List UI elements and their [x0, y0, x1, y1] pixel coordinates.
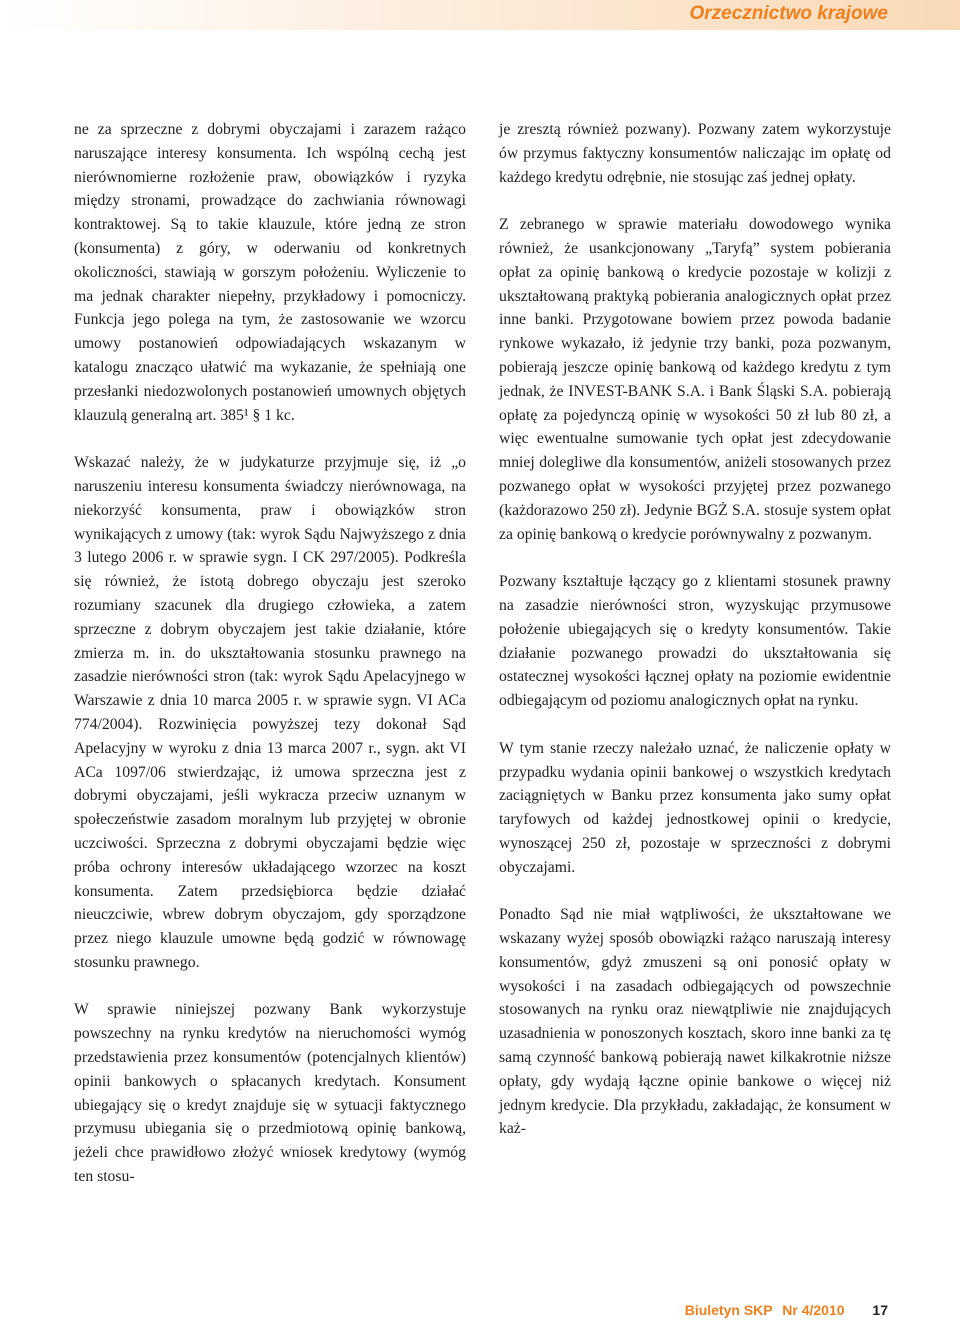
journal-name: Biuletyn SKP	[684, 1302, 773, 1318]
paragraph: Z zebranego w sprawie materiału dowodowego wynika również, że usankcjonowany „Taryfą” system pobierania opłat za opinię bankową o kredycie pozostaje w kolizji z ukształtowaną praktyką pobierania analogicznych opłat przez inne banki. Przygotowane bowiem przez powoda badanie rynkowe wykazało, iż jedynie trzy banki, poza pozwanym, pobierają jeszcze opinię bankową od każdego kredytu z tym jednak, że INVEST-BANK S.A. i Bank Śląski S.A. pobierają opłatę za pojedynczą opinię w wysokości 50 zł lub 80 zł, a więc ewentualne sumowanie tych opłat jest zdecydowanie mniej dolegliwe dla konsumentów, aniżeli stosowanych przez pozwanego opłat w wysokości przyjętej przez pozwanego (każdorazowo 250 zł). Jedynie BGŻ S.A. stosuje system opłat za opinię bankową o kredycie porównywalny z pozwanym.	[499, 216, 891, 543]
paragraph: ne za sprzeczne z dobrymi obyczajami i zarazem rażąco naruszające interesy konsumenta. Ich wspólną cechą jest nierównomierne rozłożenie praw, obowiązków i ryzyka między stronami, prowadzące do zachwiania równowagi kontraktowej. Są to takie klauzule, które jedną ze stron (konsumenta) z góry, w oderwaniu od konkretnych okoliczności, stawiają w gorszym położeniu. Wyliczenie to ma jednak charakter niepełny, przykładowy i pomocniczy. Funkcja jego polega na tym, że zastosowanie we wzorcu umowy postanowień odpowiadających wskazanym w katalogu znacząco ułatwić ma wykazanie, że spełniają one przesłanki niedozwolonych postanowień umownych objętych klauzulą generalną art. 385¹ § 1 kc.	[74, 121, 466, 424]
paragraph: je zresztą również pozwany). Pozwany zatem wykorzystuje ów przymus faktyczny konsumentów naliczając im opłatę od każdego kredytu odrębnie, nie stosując zaś jednej opłaty.	[499, 121, 891, 186]
section-title: Orzecznictwo krajowe	[689, 3, 888, 24]
page-footer	[685, 1302, 888, 1318]
page-number: 17	[872, 1302, 888, 1318]
issue-number: Nr 4/2010	[782, 1302, 845, 1318]
paragraph: Wskazać należy, że w judykaturze przyjmuje się, iż „o naruszeniu interesu konsumenta świadczy nierównowaga, na niekorzyść konsumenta, praw i obowiązków stron wynikających z umowy (tak: wyrok Sądu Najwyższego z dnia 3 lutego 2006 r. w sprawie sygn. I CK 297/2005). Podkreśla się również, że istotą dobrego obyczaju jest szeroko rozumiany szacunek dla drugiego człowieka, a zatem sprzeczne z dobrym obyczajem jest takie działanie, które zmierza m. in. do ukształtowania stosunku prawnego na zasadzie nierówności stron (tak: wyrok Sądu Apelacyjnego w Warszawie z dnia 10 marca 2005 r. w sprawie sygn. VI ACa 774/2004). Rozwinięcia powyższej tezy dokonał Sąd Apelacyjny w wyroku z dnia 13 marca 2007 r., sygn. akt VI ACa 1097/06 stwierdzając, iż umowa sprzeczna jest z dobrymi obyczajami, jeśli wykracza przeciw uznanym w społeczeństwie zasadom moralnym lub przyjętej w obronie uczciwości. Sprzeczna z dobrymi obyczajami będzie więc próba ochrony interesów układającego wzorzec na koszt konsumenta. Zatem przedsiębiorca będzie działać nieuczciwie, wbrew dobrym obyczajom, gdy sporządzone przez niego klauzule umowne będą godzić w równowagę stosunku prawnego.	[74, 454, 466, 971]
paragraph: Ponadto Sąd nie miał wątpliwości, że ukształtowane we wskazany wyżej sposób obowiązki rażąco naruszają interesy konsumentów, gdyż zmuszeni są oni ponosić opłaty w wysokości i na zasadach odbiegających od powszechnie stosowanych na rynku oraz niewątpliwie nie znajdujących uzasadnienia w ponoszonych kosztach, skoro inne banki za tę samą czynność bankową pobierają nawet kilkakrotnie niższe opłaty, gdy wydają łączne opinie bankowe o więcej niż jednym kredycie. Dla przykładu, zakładając, że konsument w każ-	[499, 906, 891, 1138]
paragraph: W tym stanie rzeczy należało uznać, że naliczenie opłaty w przypadku wydania opinii bankowej o wszystkich kredytach zaciągniętych w Banku przez konsumenta jako sumy opłat taryfowych od każdej jednostkowej opinii o kredycie, wynoszącej 250 zł, pozostaje w sprzeczności z dobrymi obyczajami.	[499, 739, 891, 876]
paragraph: Pozwany kształtuje łączący go z klientami stosunek prawny na zasadzie nierówności stron, wyzyskując przymusowe położenie ubiegających się o kredyty konsumentów. Takie działanie pozwanego prowadzi do ukształtowania się ostatecznej wysokości łącznej opłaty na poziomie ewidentnie odbiegającym od poziomu analogicznych opłat na rynku.	[499, 573, 891, 710]
left-column	[74, 118, 466, 1189]
paragraph: W sprawie niniejszej pozwany Bank wykorzystuje powszechny na rynku kredytów na nieruchomości wymóg przedstawienia przez konsumentów (potencjalnych klientów) opinii bankowych o spłacanych kredytach. Konsument ubiegający się o kredyt znajduje się w sytuacji faktycznego przymusu ubiegania się o przedmiotową opinię bankową, jeżeli chce prawidłowo złożyć wniosek kredytowy (wymóg ten stosu-	[74, 1001, 466, 1186]
right-column	[499, 118, 891, 1141]
